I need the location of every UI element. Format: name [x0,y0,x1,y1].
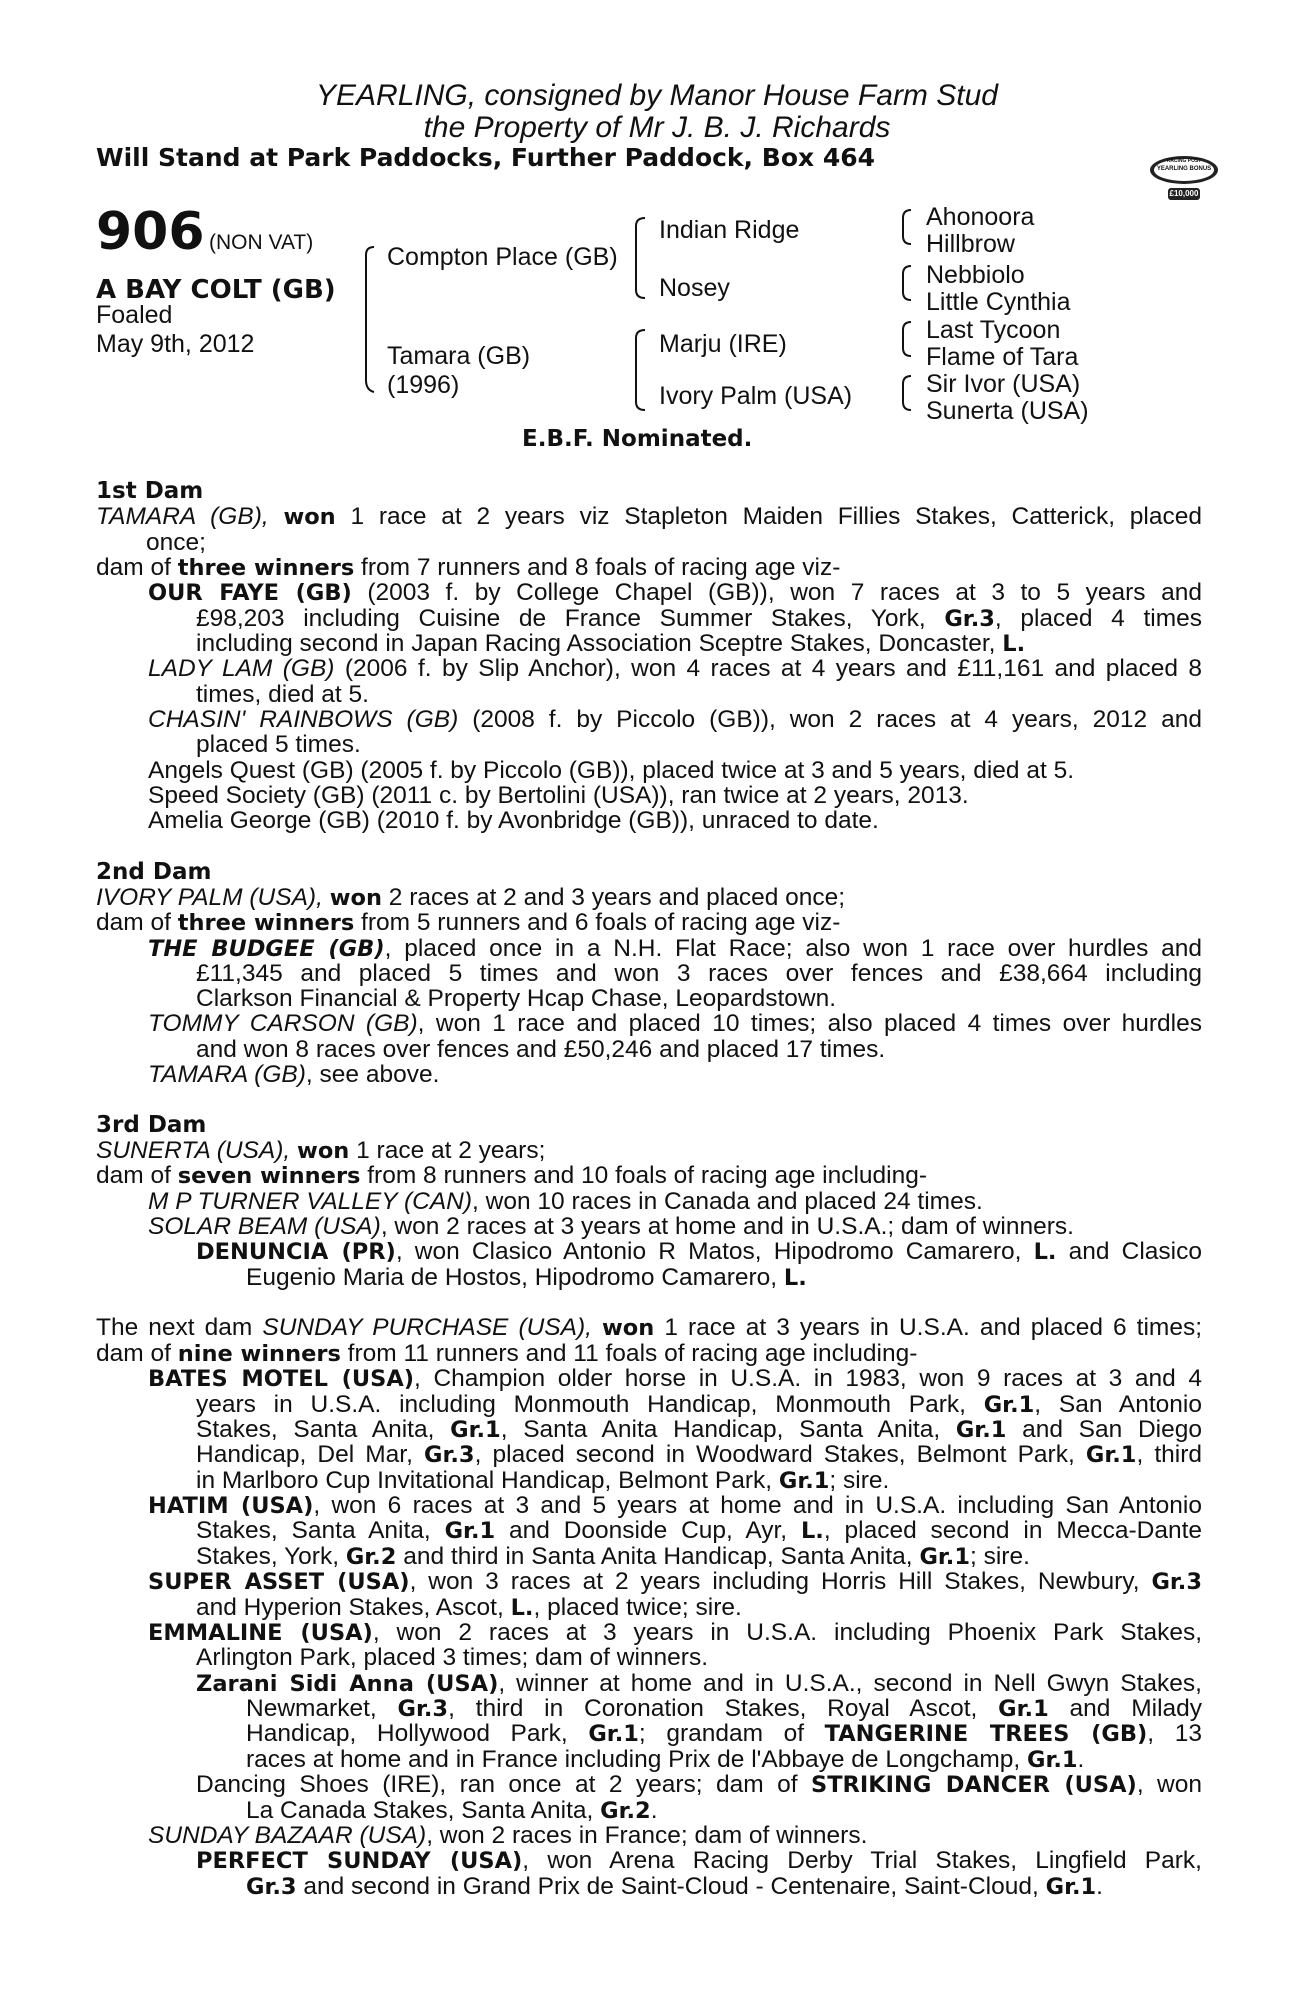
third-dam-heading: 3rd Dam [96,1112,207,1138]
produce-speed-society: Speed Society (GB) (2011 c. by Bertolini (USA)), ran twice at 2 years, 2013. [148,782,969,809]
produce-denuncia: DENUNCIA (PR), won Clasico Antonio R Matos, Hipodromo Camarero, L. and Clasico [196,1238,1202,1265]
pedigree-brackets [0,0,1314,420]
dam-dam: Ivory Palm (USA) [659,382,853,410]
ddd: Sunerta (USA) [926,397,1089,425]
ssd: Hillbrow [926,230,1015,258]
sds: Nebbiolo [926,261,1025,289]
produce-tamara: TAMARA (GB), see above. [148,1061,440,1088]
first-dam-line-cont: once; [146,529,206,556]
third-dam-produce-summary: dam of seven winners from 8 runners and 10 foals of racing age including- [96,1162,927,1189]
produce-hatim: HATIM (USA), won 6 races at 3 and 5 years at home and in U.S.A. including San Antonio [148,1492,1202,1519]
first-dam-line: TAMARA (GB), won 1 race at 2 years viz Stapleton Maiden Fillies Stakes, Catterick, placed [96,503,1202,530]
produce-chasin-rainbows-2: placed 5 times. [196,731,361,758]
lot-number: 906 [96,202,205,262]
second-dam-produce-summary: dam of three winners from 5 runners and 6 foals of racing age viz- [96,909,841,936]
lot-vat: (NON VAT) [209,231,314,254]
dsd: Flame of Tara [926,343,1079,371]
produce-denuncia-2: Eugenio Maria de Hostos, Hipodromo Camarero, L. [246,1264,807,1291]
next-dam-produce-summary: dam of nine winners from 11 runners and 11 foals of racing age including- [96,1340,918,1367]
produce-lady-lam: LADY LAM (GB) (2006 f. by Slip Anchor), won 4 races at 4 years and £11,161 and placed 8 [148,655,1203,682]
produce-zarani-sidi-anna-2: Newmarket, Gr.3, third in Coronation Stakes, Royal Ascot, Gr.1 and Milady [246,1695,1203,1722]
produce-zarani-sidi-anna-4: races at home and in France including Prix de l'Abbaye de Longchamp, Gr.1. [246,1746,1085,1773]
first-dam-heading: 1st Dam [96,478,204,504]
produce-super-asset-2: and Hyperion Stakes, Ascot, L., placed twice; sire. [196,1594,742,1621]
produce-our-faye: OUR FAYE (GB) (2003 f. by College Chapel (GB)), won 7 races at 3 to 5 years and [148,579,1202,606]
sdd: Little Cynthia [926,288,1071,316]
produce-tommy-carson: TOMMY CARSON (GB), won 1 race and placed 10 times; also placed 4 times over hurdles [148,1010,1202,1037]
header-line-1: YEARLING, consigned by Manor House Farm Stud [316,79,998,112]
produce-bates-motel-3: Stakes, Santa Anita, Gr.1, Santa Anita Handicap, Santa Anita, Gr.1 and San Diego [196,1416,1202,1443]
produce-the-budgee-2: £11,345 and placed 5 times and won 3 races over fences and £38,664 including [196,960,1202,987]
produce-tommy-carson-2: and won 8 races over fences and £50,246 and placed 17 times. [196,1036,886,1063]
produce-super-asset: SUPER ASSET (USA), won 3 races at 2 years including Horris Hill Stakes, Newbury, Gr.3 [148,1568,1202,1595]
produce-bates-motel-2: years in U.S.A. including Monmouth Handicap, Monmouth Park, Gr.1, San Antonio [196,1391,1202,1418]
dam-year: (1996) [387,371,460,399]
lot-name: A BAY COLT (GB) [96,275,336,305]
next-dam-line: The next dam SUNDAY PURCHASE (USA), won 1 race at 3 years in U.S.A. and placed 6 times; [96,1314,1203,1341]
produce-the-budgee-3: Clarkson Financial & Property Hcap Chase, Leopardstown. [196,985,837,1012]
third-dam-line: SUNERTA (USA), won 1 race at 2 years; [96,1137,546,1164]
sire-sire: Indian Ridge [659,216,800,244]
produce-bates-motel: BATES MOTEL (USA), Champion older horse in U.S.A. in 1983, won 9 races at 3 and 4 [148,1365,1203,1392]
dam: Tamara (GB) [387,342,531,370]
first-dam-produce-summary: dam of three winners from 7 runners and 8 foals of racing age viz- [96,554,841,581]
produce-dancing-shoes-2: La Canada Stakes, Santa Anita, Gr.2. [246,1797,658,1824]
foaled-date: May 9th, 2012 [96,330,255,358]
dss: Last Tycoon [926,316,1061,344]
second-dam-heading: 2nd Dam [96,859,212,885]
produce-our-faye-2: £98,203 including Cuisine de France Summer Stakes, York, Gr.3, placed 4 times [196,605,1202,632]
second-dam-line: IVORY PALM (USA), won 2 races at 2 and 3 years and placed once; [96,884,846,911]
produce-solar-beam: SOLAR BEAM (USA), won 2 races at 3 years at home and in U.S.A.; dam of winners. [148,1213,1074,1240]
produce-hatim-3: Stakes, York, Gr.2 and third in Santa Anita Handicap, Santa Anita, Gr.1; sire. [196,1543,1030,1570]
produce-our-faye-3: including second in Japan Racing Association Sceptre Stakes, Doncaster, L. [196,630,1026,657]
produce-emmaline-2: Arlington Park, placed 3 times; dam of winners. [196,1644,709,1671]
produce-lady-lam-2: times, died at 5. [196,681,369,708]
produce-hatim-2: Stakes, Santa Anita, Gr.1 and Doonside Cup, Ayr, L., placed second in Mecca-Dante [196,1517,1203,1544]
badge-amount: £10,000 [1169,189,1199,198]
sss: Ahonoora [926,203,1035,231]
dam-sire: Marju (IRE) [659,330,787,358]
produce-sunday-bazaar: SUNDAY BAZAAR (USA), won 2 races in France; dam of winners. [148,1822,868,1849]
foaled-label: Foaled [96,301,173,329]
produce-emmaline: EMMALINE (USA), won 2 races at 3 years in U.S.A. including Phoenix Park Stakes, [148,1619,1203,1646]
produce-the-budgee: THE BUDGEE (GB), placed once in a N.H. Flat Race; also won 1 race over hurdles and [148,935,1202,962]
produce-bates-motel-5: in Marlboro Cup Invitational Handicap, Belmont Park, Gr.1; sire. [196,1467,890,1494]
sire: Compton Place (GB) [387,243,618,271]
produce-perfect-sunday-2: Gr.3 and second in Grand Prix de Saint-Cloud - Centenaire, Saint-Cloud, Gr.1. [246,1873,1103,1900]
produce-zarani-sidi-anna: Zarani Sidi Anna (USA), winner at home and in U.S.A., second in Nell Gwyn Stakes, [196,1670,1202,1697]
produce-bates-motel-4: Handicap, Del Mar, Gr.3, placed second in Woodward Stakes, Belmont Park, Gr.1, third [196,1441,1202,1468]
produce-zarani-sidi-anna-3: Handicap, Hollywood Park, Gr.1; grandam of TANGERINE TREES (GB), 13 [246,1720,1202,1747]
produce-mp-turner-valley: M P TURNER VALLEY (CAN), won 10 races in Canada and placed 24 times. [148,1188,983,1215]
sire-dam: Nosey [659,274,730,302]
header-line-3: Will Stand at Park Paddocks, Further Paddock, Box 464 [96,143,876,172]
badge-mid-text: YEARLING BONUS [1156,166,1212,172]
produce-perfect-sunday: PERFECT SUNDAY (USA), won Arena Racing Derby Trial Stakes, Lingfield Park, [196,1847,1202,1874]
ebf-nominated: E.B.F. Nominated. [522,426,753,452]
header-line-2: the Property of Mr J. B. J. Richards [423,111,891,144]
produce-dancing-shoes: Dancing Shoes (IRE), ran once at 2 years; dam of STRIKING DANCER (USA), won [196,1771,1203,1798]
produce-angels-quest: Angels Quest (GB) (2005 f. by Piccolo (GB)), placed twice at 3 and 5 years, died at 5. [148,757,1074,784]
badge-top-text: RACING POST [1166,158,1202,164]
dds: Sir Ivor (USA) [926,370,1081,398]
produce-chasin-rainbows: CHASIN' RAINBOWS (GB) (2008 f. by Piccolo (GB)), won 2 races at 4 years, 2012 and [148,706,1202,733]
produce-amelia-george: Amelia George (GB) (2010 f. by Avonbridge (GB)), unraced to date. [148,807,879,834]
